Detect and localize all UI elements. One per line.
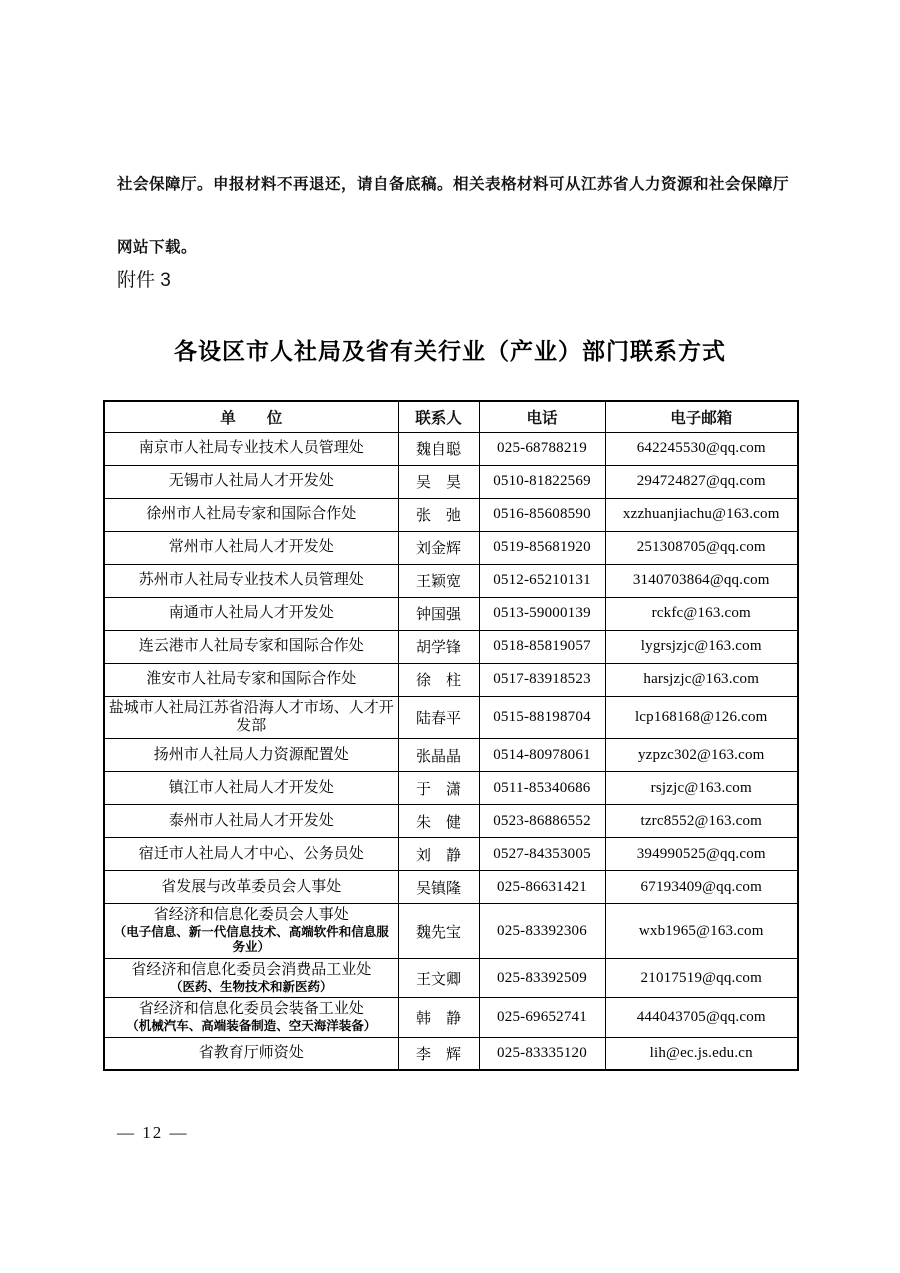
phone-cell: 025-69652741 xyxy=(479,998,605,1037)
page-title: 各设区市人社局及省有关行业（产业）部门联系方式 xyxy=(174,338,726,364)
phone-cell: 0514-80978061 xyxy=(479,739,605,772)
table-row xyxy=(104,871,798,904)
table-row xyxy=(104,465,798,498)
phone-cell: 025-83392306 xyxy=(479,904,605,959)
email-cell: yzpzc302@163.com xyxy=(605,739,798,772)
unit-name: 盐城市人社局江苏省沿海人才市场、人才开发部 xyxy=(108,699,394,735)
table-row xyxy=(104,432,798,465)
contact-cell: 刘金辉 xyxy=(398,531,479,564)
contact-cell: 陆春平 xyxy=(398,696,479,739)
unit-cell xyxy=(104,998,398,1037)
email-cell: 444043705@qq.com xyxy=(605,998,798,1037)
intro-paragraph-line-1: 社会保障厅。申报材料不再退还，请自备底稿。相关表格材料可从江苏省人力资源和社会保障厅 xyxy=(117,176,790,193)
table-row xyxy=(104,630,798,663)
unit-cell xyxy=(104,663,398,696)
table-row xyxy=(104,498,798,531)
unit-name: 扬州市人社局人力资源配置处 xyxy=(153,746,349,763)
unit-cell xyxy=(104,696,398,739)
header-contact: 联系人 xyxy=(398,401,479,432)
unit-name: 徐州市人社局专家和国际合作处 xyxy=(146,506,357,523)
table-row xyxy=(104,739,798,772)
intro-paragraph-line-2: 网站下载。 xyxy=(117,239,198,256)
unit-cell xyxy=(104,630,398,663)
contact-cell: 李 辉 xyxy=(398,1037,479,1070)
contact-cell: 徐 柱 xyxy=(398,663,479,696)
unit-name: 省发展与改革委员会人事处 xyxy=(161,878,342,895)
phone-cell: 0518-85819057 xyxy=(479,630,605,663)
unit-name: 宿迁市人社局人才中心、公务员处 xyxy=(138,845,364,862)
contact-cell: 魏自聪 xyxy=(398,432,479,465)
phone-cell: 025-83335120 xyxy=(479,1037,605,1070)
unit-name: 南京市人社局专业技术人员管理处 xyxy=(138,440,364,457)
unit-cell xyxy=(104,772,398,805)
contact-cell: 王颖宽 xyxy=(398,564,479,597)
email-cell: lygrsjzjc@163.com xyxy=(605,630,798,663)
unit-name: 无锡市人社局人才开发处 xyxy=(168,473,334,490)
email-cell: 294724827@qq.com xyxy=(605,465,798,498)
email-cell: 3140703864@qq.com xyxy=(605,564,798,597)
table-row xyxy=(104,597,798,630)
phone-cell: 025-83392509 xyxy=(479,959,605,998)
page-number: — 12 — xyxy=(117,1123,189,1142)
unit-name: 连云港市人社局专家和国际合作处 xyxy=(138,638,364,655)
unit-cell xyxy=(104,432,398,465)
unit-name: 省教育厅师资处 xyxy=(198,1045,304,1062)
email-cell: tzrc8552@163.com xyxy=(605,805,798,838)
unit-name: 泰州市人社局人才开发处 xyxy=(168,812,334,829)
unit-cell xyxy=(104,871,398,904)
unit-cell xyxy=(104,498,398,531)
email-cell: xzzhuanjiachu@163.com xyxy=(605,498,798,531)
unit-name: 淮安市人社局专家和国际合作处 xyxy=(146,671,357,688)
contact-cell: 吴镇隆 xyxy=(398,871,479,904)
contact-cell: 钟国强 xyxy=(398,597,479,630)
phone-cell: 0515-88198704 xyxy=(479,696,605,739)
table-row xyxy=(104,959,798,998)
contact-cell: 张晶晶 xyxy=(398,739,479,772)
email-cell: 251308705@qq.com xyxy=(605,531,798,564)
unit-cell xyxy=(104,904,398,959)
phone-cell: 0527-84353005 xyxy=(479,838,605,871)
unit-note: （医药、生物技术和新医药） xyxy=(169,979,333,994)
table-row xyxy=(104,696,798,739)
phone-cell: 0517-83918523 xyxy=(479,663,605,696)
unit-cell xyxy=(104,1037,398,1070)
unit-cell xyxy=(104,531,398,564)
table-row xyxy=(104,998,798,1037)
email-cell: lih@ec.js.edu.cn xyxy=(605,1037,798,1070)
table-row xyxy=(104,531,798,564)
contact-table xyxy=(103,400,799,1071)
email-cell: wxb1965@163.com xyxy=(605,904,798,959)
contact-cell: 王文卿 xyxy=(398,959,479,998)
unit-cell xyxy=(104,564,398,597)
table-row xyxy=(104,838,798,871)
table-row xyxy=(104,564,798,597)
unit-cell xyxy=(104,838,398,871)
header-unit: 单 位 xyxy=(104,401,398,432)
phone-cell: 025-86631421 xyxy=(479,871,605,904)
phone-cell: 0511-85340686 xyxy=(479,772,605,805)
unit-note: （电子信息、新一代信息技术、高端软件和信息服务业） xyxy=(113,924,389,955)
unit-name: 镇江市人社局人才开发处 xyxy=(168,779,334,796)
email-cell: rckfc@163.com xyxy=(605,597,798,630)
email-cell: lcp168168@126.com xyxy=(605,696,798,739)
email-cell: harsjzjc@163.com xyxy=(605,663,798,696)
phone-cell: 025-68788219 xyxy=(479,432,605,465)
phone-cell: 0513-59000139 xyxy=(479,597,605,630)
phone-cell: 0519-85681920 xyxy=(479,531,605,564)
table-row xyxy=(104,805,798,838)
unit-note: （机械汽车、高端装备制造、空天海洋装备） xyxy=(126,1019,377,1034)
unit-name: 省经济和信息化委员会人事处 xyxy=(153,907,349,923)
unit-name: 省经济和信息化委员会装备工业处 xyxy=(138,1001,364,1018)
contact-cell: 胡学锋 xyxy=(398,630,479,663)
unit-name: 常州市人社局人才开发处 xyxy=(168,539,334,556)
contact-cell: 刘 静 xyxy=(398,838,479,871)
phone-cell: 0512-65210131 xyxy=(479,564,605,597)
email-cell: rsjzjc@163.com xyxy=(605,772,798,805)
unit-name: 苏州市人社局专业技术人员管理处 xyxy=(138,572,364,589)
unit-cell xyxy=(104,959,398,998)
unit-cell xyxy=(104,739,398,772)
table-row xyxy=(104,1037,798,1070)
unit-name: 省经济和信息化委员会消费品工业处 xyxy=(131,962,372,978)
contact-cell: 张 弛 xyxy=(398,498,479,531)
table-row xyxy=(104,904,798,959)
header-email: 电子邮箱 xyxy=(605,401,798,432)
table-row xyxy=(104,772,798,805)
contact-cell: 魏先宝 xyxy=(398,904,479,959)
attachment-label: 附件 3 xyxy=(117,270,171,291)
header-phone: 电话 xyxy=(479,401,605,432)
email-cell: 394990525@qq.com xyxy=(605,838,798,871)
phone-cell: 0510-81822569 xyxy=(479,465,605,498)
phone-cell: 0523-86886552 xyxy=(479,805,605,838)
contact-cell: 韩 静 xyxy=(398,998,479,1037)
email-cell: 21017519@qq.com xyxy=(605,959,798,998)
unit-cell xyxy=(104,465,398,498)
table-body xyxy=(104,432,798,1070)
contact-cell: 朱 健 xyxy=(398,805,479,838)
table-row xyxy=(104,663,798,696)
table-header-row xyxy=(104,401,798,432)
contact-cell: 吴 昊 xyxy=(398,465,479,498)
unit-name: 南通市人社局人才开发处 xyxy=(168,605,334,622)
contact-cell: 于 潇 xyxy=(398,772,479,805)
email-cell: 642245530@qq.com xyxy=(605,432,798,465)
phone-cell: 0516-85608590 xyxy=(479,498,605,531)
unit-cell xyxy=(104,805,398,838)
unit-cell xyxy=(104,597,398,630)
email-cell: 67193409@qq.com xyxy=(605,871,798,904)
